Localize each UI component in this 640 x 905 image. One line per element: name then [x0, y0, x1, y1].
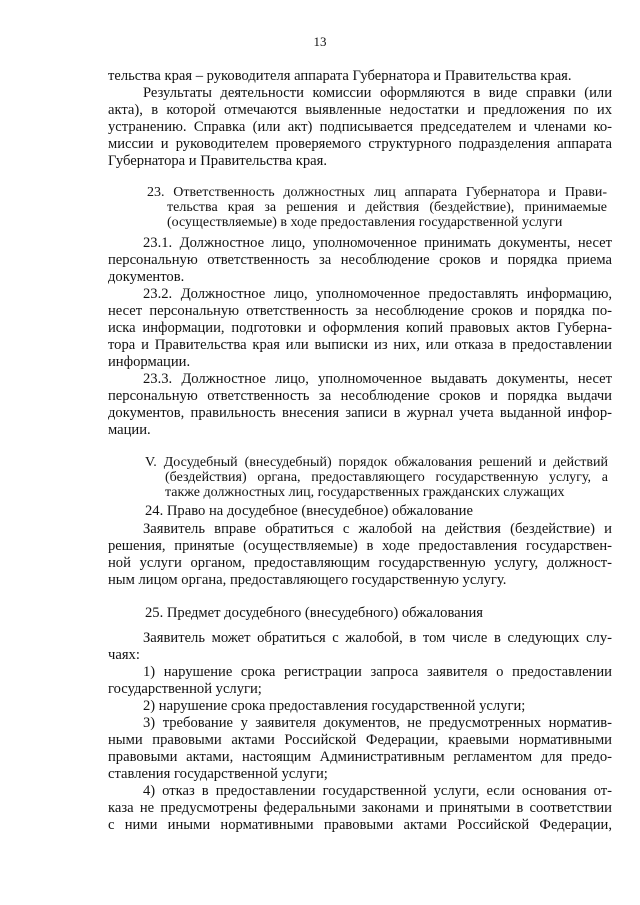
section-heading-23: (осуществляемые) в ходе предоставления государственной услуги [167, 215, 563, 230]
section-heading-23: 23. Ответственность должностных лиц аппарата Губернатора и Прави- [147, 185, 607, 200]
text-line: чаях: [108, 647, 140, 663]
text-line: документов. [108, 269, 185, 285]
text-line: Заявитель вправе обратиться с жалобой на действия (бездействие) и [143, 521, 612, 537]
section-heading-23: тельства края за решения и действия (бездействие), принимаемые [167, 200, 607, 215]
text-line: тельства края – руководителя аппарата Губернатора и Правительства края. [108, 68, 572, 84]
chapter-heading-v: (бездействия) органа, предоставляющего государственную услугу, а [165, 470, 608, 485]
text-line: тора и Правительства края или выписки из них, или отказа в предоставлении [108, 337, 612, 353]
text-line: ставления государственной услуги; [108, 766, 328, 782]
text-line: устранению. Справка (или акт) подписывается председателем и членами ко- [108, 119, 612, 135]
text-line: Результаты деятельности комиссии оформляются в виде справки (или [143, 85, 612, 101]
text-line: ной услуги органом, предоставляющим государственную услугу, должност- [108, 555, 612, 571]
text-line: мации. [108, 422, 151, 438]
text-line: государственной услуги; [108, 681, 262, 697]
text-line: информации. [108, 354, 191, 370]
text-line: несет персональную ответственность за несоблюдение сроков и порядка по- [108, 303, 612, 319]
text-line: документов, правильность внесения записи в журнал учета выданной инфор- [108, 405, 612, 421]
text-line: акта), в которой отмечаются выявленные недостатки и предложения по их [108, 102, 612, 118]
chapter-heading-v: V. Досудебный (внесудебный) порядок обжалования решений и действий [145, 455, 608, 470]
text-line: правовыми актами, настоящим Административным регламентом для предо- [108, 749, 612, 765]
chapter-heading-v: также должностных лиц, государственных гражданских служащих [165, 485, 565, 500]
text-line: 23.2. Должностное лицо, уполномоченное предоставлять информацию, [143, 286, 612, 302]
text-line: ным лицом органа, предоставляющего государственную услугу. [108, 572, 507, 588]
section-heading-25: 25. Предмет досудебного (внесудебного) обжалования [145, 605, 483, 621]
text-line: 23.1. Должностное лицо, уполномоченное принимать документы, несет [143, 235, 612, 251]
text-line: каза не предусмотрены федеральными законами и принятыми в соответствии [108, 800, 612, 816]
text-line: иска информации, подготовки и оформления копий правовых актов Губерна- [108, 320, 612, 336]
text-line: Заявитель может обратиться с жалобой, в том числе в следующих слу- [143, 630, 612, 646]
page-number: 13 [313, 34, 327, 49]
text-line: Губернатора и Правительства края. [108, 153, 327, 169]
text-line: персональную ответственность за несоблюдение сроков и порядка приема [108, 252, 612, 268]
list-item: 4) отказ в предоставлении государственной услуги, если основания от- [143, 783, 612, 799]
text-line: с ними иными нормативными правовыми актами Российской Федерации, [108, 817, 612, 833]
list-item: 3) требование у заявителя документов, не предусмотренных норматив- [143, 715, 612, 731]
list-item: 1) нарушение срока регистрации запроса заявителя о предоставлении [143, 664, 612, 680]
text-line: персональную ответственность за несоблюдение сроков и порядка выдачи [108, 388, 612, 404]
text-line: ными правовыми актами Российской Федерации, краевыми нормативными [108, 732, 612, 748]
text-line: миссии и руководителем проверяемого структурного подразделения аппарата [108, 136, 612, 152]
list-item: 2) нарушение срока предоставления государственной услуги; [143, 698, 526, 714]
text-line: 23.3. Должностное лицо, уполномоченное выдавать документы, несет [143, 371, 612, 387]
text-line: решения, принятые (осуществляемые) в ходе предоставления государствен- [108, 538, 612, 554]
section-heading-24: 24. Право на досудебное (внесудебное) обжалование [145, 503, 473, 519]
